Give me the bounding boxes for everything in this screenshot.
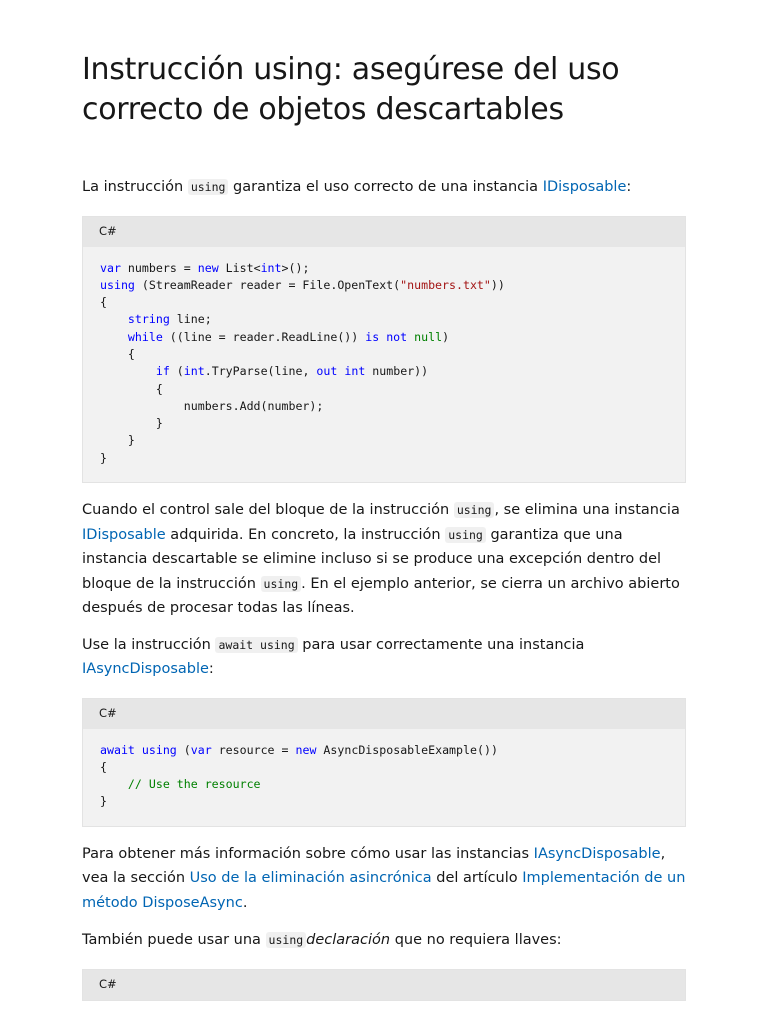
code-line: { (100, 295, 107, 310)
code-line: await using (var resource = new AsyncDisposableExample()) (100, 742, 498, 757)
inline-code-using: using (188, 179, 229, 195)
link-disposeasync-article[interactable]: Implementación de un método DisposeAsync (82, 870, 686, 911)
code-block-using (82, 216, 686, 484)
intro-text: La instrucción (82, 179, 188, 195)
inline-code-await-using: await using (215, 637, 297, 653)
code-line: { (100, 381, 163, 396)
code-content (83, 247, 685, 483)
code-line: { (100, 346, 135, 361)
link-async-disposal-section[interactable]: Uso de la eliminación asincrónica (189, 870, 432, 887)
code-line: } (100, 450, 107, 465)
code-line: numbers.Add(number); (100, 398, 324, 413)
inline-code-using: using (261, 576, 302, 592)
code-line: { (100, 759, 107, 774)
code-block-using-declaration (82, 969, 686, 1001)
paragraph-using-declaration: También puede usar una using declaración que no requiera llaves: (82, 932, 562, 949)
inline-code-using: using (266, 932, 307, 948)
code-line (100, 777, 261, 791)
link-idisposable[interactable]: IDisposable (82, 526, 166, 543)
code-content (83, 729, 685, 826)
code-language-label: C# (83, 970, 685, 1000)
code-language-label: C# (83, 217, 685, 247)
inline-code-using: using (445, 527, 486, 543)
intro-text: : (626, 179, 632, 195)
link-iasyncdisposable[interactable]: IAsyncDisposable (82, 661, 209, 678)
paragraph-more-info: Para obtener más información sobre cómo usar las instancias IAsyncDisposable, vea la sección Uso de la eliminación asincrónica del artículo Implementación de un método DisposeAsync. (82, 845, 686, 911)
code-line: while ((line = reader.ReadLine()) is not null) (127, 329, 450, 344)
code-line: string line; (127, 312, 212, 327)
paragraph-dispose-explanation: Cuando el control sale del bloque de la instrucción using , se elimina una instancia IDisposable adquirida. En concreto, la instrucción using garantiza que una instancia descartable se elimine incluso si se produce una excepción dentro del bloque de la instrucción using . En el ejemplo anterior, se cierra un archivo abierto después de procesar todas las líneas. (82, 502, 680, 617)
link-idisposable[interactable]: IDisposable (542, 179, 627, 195)
code-language-label: C# (83, 699, 685, 729)
code-line: } (100, 794, 107, 809)
code-line: } (100, 416, 163, 431)
page-title: Instrucción using: asegúrese del uso correcto de objetos descartables (82, 52, 620, 127)
emphasis-declaracion: declaración (306, 932, 391, 949)
link-iasyncdisposable[interactable]: IAsyncDisposable (533, 845, 661, 862)
code-line: var numbers = new List<int>(); (100, 260, 310, 275)
code-comment: // Use the resource (127, 777, 261, 792)
paragraph-await-using: Use la instrucción await using para usar correctamente una instancia IAsyncDisposable: (82, 636, 585, 678)
intro-text: garantiza el uso correcto de una instancia (228, 179, 543, 195)
code-block-await-using (82, 698, 686, 827)
inline-code-using: using (454, 502, 495, 518)
intro-paragraph (82, 175, 686, 200)
code-line: } (100, 433, 135, 448)
code-line: if (int.TryParse(line, out int number)) (155, 364, 429, 379)
code-line: using (StreamReader reader = File.OpenText("numbers.txt")) (100, 277, 505, 292)
